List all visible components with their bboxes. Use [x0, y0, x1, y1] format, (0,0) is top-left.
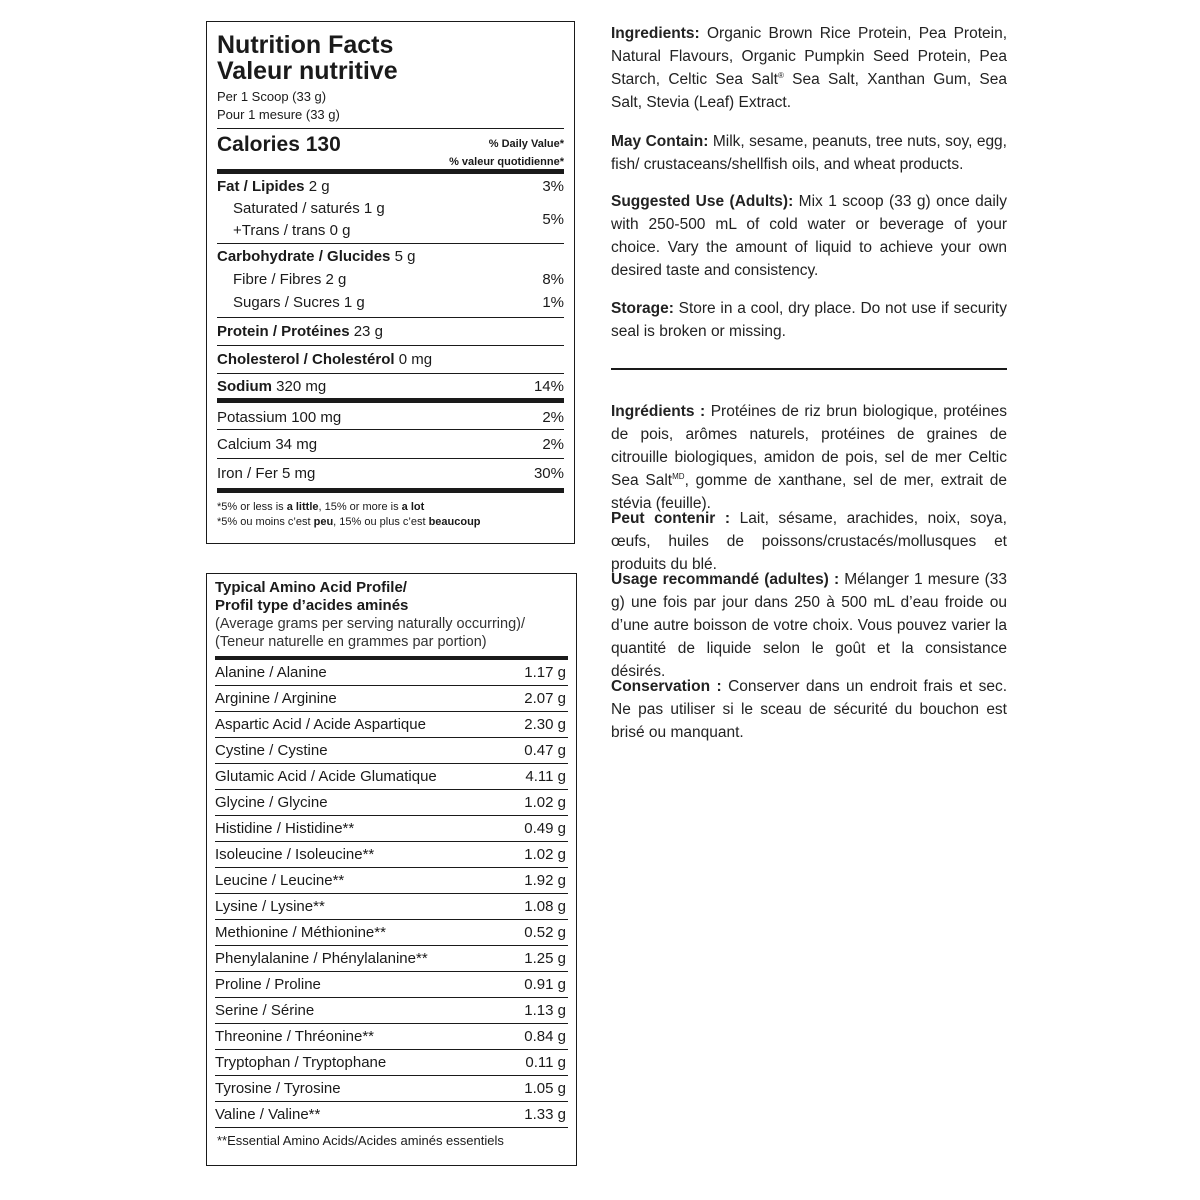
thick-divider [217, 398, 564, 403]
sat-value: 1 g [363, 199, 385, 217]
amino-value: 0.47 g [524, 742, 566, 759]
ingredients-label-fr: Ingrédients : [611, 403, 706, 420]
sat-label: Saturated / saturés [233, 199, 360, 217]
english-ingredients [611, 22, 1007, 114]
protein-value: 23 g [353, 323, 383, 340]
md-mark: MD [672, 471, 685, 481]
nutrition-title-en: Nutrition Facts [217, 31, 394, 59]
fat-row [217, 175, 564, 197]
amino-row [215, 1076, 568, 1102]
amino-name: Tyrosine / Tyrosine [215, 1080, 341, 1097]
calories [217, 131, 341, 159]
daily-value-en: % Daily Value* [488, 138, 564, 150]
amino-value: 1.33 g [524, 1106, 566, 1123]
amino-name: Lysine / Lysine** [215, 898, 325, 915]
amino-value: 1.02 g [524, 846, 566, 863]
sodium-row [217, 374, 564, 398]
suggested-use-label: Suggested Use (Adults): [611, 193, 794, 210]
calories-value: 130 [305, 133, 341, 156]
amino-name: Leucine / Leucine** [215, 872, 345, 889]
amino-name: Cystine / Cystine [215, 742, 328, 759]
amino-value: 0.11 g [525, 1054, 566, 1071]
cholesterol-value: 0 mg [398, 351, 433, 368]
french-suggested-use [611, 568, 1007, 683]
french-ingredients [611, 400, 1007, 515]
ingredients-text-fr-cont: , gomme de xanthane, sel de mer, extrait de stévia (feuille). [611, 472, 1007, 512]
amino-subtitle-fr: (Teneur naturelle en grammes par portion) [215, 634, 487, 650]
storage-label: Storage: [611, 300, 674, 317]
amino-row [215, 894, 568, 920]
amino-table [215, 660, 568, 1128]
fat-label: Fat / Lipides [217, 177, 305, 195]
sugar-row [217, 291, 564, 314]
amino-row [215, 842, 568, 868]
amino-title-en: Typical Amino Acid Profile/ [215, 579, 407, 596]
amino-acid-panel [206, 573, 577, 1166]
may-contain-text: Milk, sesame, peanuts, tree nuts, soy, egg, fish/ crustaceans/shellfish oils, and wheat products. [611, 133, 1007, 173]
footnote-text: *5% ou moins c’est [217, 516, 314, 528]
ingredients-label: Ingredients: [611, 25, 700, 42]
footnote-text: , 15% ou plus c’est [333, 516, 429, 528]
fibre-row [217, 268, 564, 291]
calcium-pct: 2% [542, 435, 564, 453]
potassium-pct: 2% [542, 408, 564, 426]
amino-row [215, 972, 568, 998]
nutrition-title-fr: Valeur nutritive [217, 57, 398, 85]
english-suggested-use [611, 190, 1007, 282]
sugar-label: Sugars / Sucres [233, 294, 340, 311]
ingredients-text-fr: Protéines de riz brun biologique, protéines de pois, arômes naturels, protéines de graines de citrouille biologiques, amidon de pois, sel de mer Celtic Sea Salt [611, 403, 1007, 489]
footnote-text: *5% or less is [217, 501, 287, 513]
protein-label: Protein / Protéines [217, 323, 350, 340]
may-contain-label: May Contain: [611, 133, 709, 150]
fat-value: 2 g [308, 177, 330, 195]
language-separator [611, 368, 1007, 370]
footnote-bold: a lot [401, 501, 425, 513]
footnote [217, 500, 564, 530]
iron-label: Iron / Fer 5 mg [217, 465, 316, 482]
calcium-row [217, 430, 564, 458]
calories-label: Calories [217, 133, 300, 156]
amino-row [215, 712, 568, 738]
amino-name: Tryptophan / Tryptophane [215, 1054, 387, 1071]
amino-name: Glutamic Acid / Acide Glumatique [215, 768, 437, 785]
amino-value: 1.13 g [524, 1002, 566, 1019]
amino-value: 0.84 g [524, 1028, 566, 1045]
storage-text-fr: Conserver dans un endroit frais et sec. Ne pas utiliser si le sceau de sécurité du bouchon est brisé ou manquant. [611, 678, 1007, 741]
amino-value: 1.08 g [524, 898, 566, 915]
carb-row [217, 244, 564, 268]
amino-value: 1.17 g [524, 664, 566, 681]
amino-footnote: **Essential Amino Acids/Acides aminés essentiels [217, 1133, 504, 1148]
amino-name: Histidine / Histidine** [215, 820, 355, 837]
amino-row [215, 920, 568, 946]
footnote-bold: beaucoup [428, 516, 481, 528]
amino-value: 0.91 g [524, 976, 566, 993]
amino-name: Aspartic Acid / Acide Aspartique [215, 716, 426, 733]
sugar-value: 1 g [343, 294, 365, 311]
daily-value-header [449, 135, 564, 171]
amino-title-fr: Profil type d’acides aminés [215, 597, 409, 614]
amino-value: 1.02 g [524, 794, 566, 811]
storage-label-fr: Conservation : [611, 678, 722, 695]
amino-value: 2.30 g [524, 716, 566, 733]
amino-name: Serine / Sérine [215, 1002, 315, 1019]
amino-value: 1.92 g [524, 872, 566, 889]
footnote-text: , 15% or more is [318, 501, 402, 513]
sat-trans-pct: 5% [542, 210, 564, 228]
amino-value: 1.05 g [524, 1080, 566, 1097]
amino-name: Arginine / Arginine [215, 690, 337, 707]
amino-name: Glycine / Glycine [215, 794, 328, 811]
potassium-row [217, 405, 564, 429]
amino-row [215, 1102, 568, 1128]
storage-text: Store in a cool, dry place. Do not use if security seal is broken or missing. [611, 300, 1007, 340]
cholesterol-row [217, 346, 564, 373]
amino-row [215, 686, 568, 712]
nutrition-facts-panel [206, 21, 575, 544]
amino-name: Alanine / Alanine [215, 664, 327, 681]
amino-name: Phenylalanine / Phénylalanine** [215, 950, 428, 967]
amino-row [215, 1024, 568, 1050]
fibre-label: Fibre / Fibres [233, 271, 322, 288]
sodium-pct: 14% [533, 377, 564, 395]
fibre-pct: 8% [542, 271, 564, 288]
serving-size-en: Per 1 Scoop (33 g) [217, 89, 327, 104]
trans-label: +Trans / trans [233, 221, 326, 239]
daily-value-fr: % valeur quotidienne* [449, 156, 564, 168]
fat-pct: 3% [542, 177, 564, 195]
amino-name: Threonine / Thréonine** [215, 1028, 374, 1045]
suggested-use-text: Mix 1 scoop (33 g) once daily with 250-500 mL of cold water or beverage of your choice. Vary the amount of liquid to achieve your own desired taste and consistency. [611, 193, 1008, 279]
suggested-use-text-fr: Mélanger 1 mesure (33 g) une fois par jour dans 250 à 500 mL d’eau froide ou d’une autre boisson de votre choix. Vous pouvez varier la quantité de liquide selon le goût et la consistance désirés. [611, 571, 1007, 680]
amino-row [215, 816, 568, 842]
ingredients-text: Organic Brown Rice Protein, Pea Protein, Natural Flavours, Organic Pumpkin Seed Protein, Pea Starch, Celtic Sea Salt [611, 25, 1007, 88]
footnote-fr [217, 515, 564, 530]
amino-subtitle-en: (Average grams per serving naturally occurring)/ [215, 616, 526, 632]
cholesterol-label: Cholesterol / Cholestérol [217, 351, 395, 368]
saturated-row [217, 197, 385, 219]
fibre-value: 2 g [325, 271, 347, 288]
sodium-label: Sodium [217, 377, 272, 395]
amino-value: 0.52 g [524, 924, 566, 941]
calcium-label: Calcium 34 mg [217, 435, 318, 453]
ingredients-text-cont: Sea Salt, Xanthan Gum, Sea Salt, Stevia (Leaf) Extract. [611, 71, 1007, 111]
french-storage [611, 675, 1007, 744]
amino-value: 2.07 g [524, 690, 566, 707]
sugar-pct: 1% [542, 294, 564, 311]
amino-row [215, 1050, 568, 1076]
amino-name: Methionine / Méthionine** [215, 924, 386, 941]
thick-divider [217, 488, 564, 493]
amino-row [215, 868, 568, 894]
amino-name: Valine / Valine** [215, 1106, 321, 1123]
may-contain-label-fr: Peut contenir : [611, 510, 731, 527]
registered-mark: ® [777, 70, 784, 80]
amino-name: Isoleucine / Isoleucine** [215, 846, 375, 863]
amino-row [215, 946, 568, 972]
amino-row [215, 764, 568, 790]
english-may-contain [611, 130, 1007, 176]
amino-row [215, 738, 568, 764]
calories-row [217, 129, 564, 168]
amino-value: 1.25 g [524, 950, 566, 967]
carb-label: Carbohydrate / Glucides [217, 247, 391, 265]
carb-value: 5 g [394, 247, 416, 265]
potassium-label: Potassium 100 mg [217, 408, 342, 426]
sodium-value: 320 mg [276, 377, 327, 395]
trans-row [217, 219, 385, 241]
sat-trans-group [217, 197, 564, 241]
may-contain-text-fr: Lait, sésame, arachides, noix, soya, œufs, huiles de poissons/crustacés/mollusques et produits du blé. [611, 510, 1007, 573]
english-storage [611, 297, 1007, 343]
protein-row [217, 318, 564, 345]
french-may-contain [611, 507, 1007, 576]
footnote-en [217, 500, 564, 515]
amino-row [215, 998, 568, 1024]
iron-row [217, 459, 564, 488]
suggested-use-label-fr: Usage recommandé (adultes) : [611, 571, 840, 588]
amino-value: 0.49 g [524, 820, 566, 837]
amino-value: 4.11 g [525, 768, 566, 785]
iron-pct: 30% [533, 465, 564, 482]
amino-name: Proline / Proline [215, 976, 321, 993]
trans-value: 0 g [329, 221, 351, 239]
serving-size-fr: Pour 1 mesure (33 g) [217, 107, 340, 122]
footnote-bold: peu [313, 516, 334, 528]
amino-row [215, 660, 568, 686]
footnote-bold: a little [286, 501, 319, 513]
amino-row [215, 790, 568, 816]
